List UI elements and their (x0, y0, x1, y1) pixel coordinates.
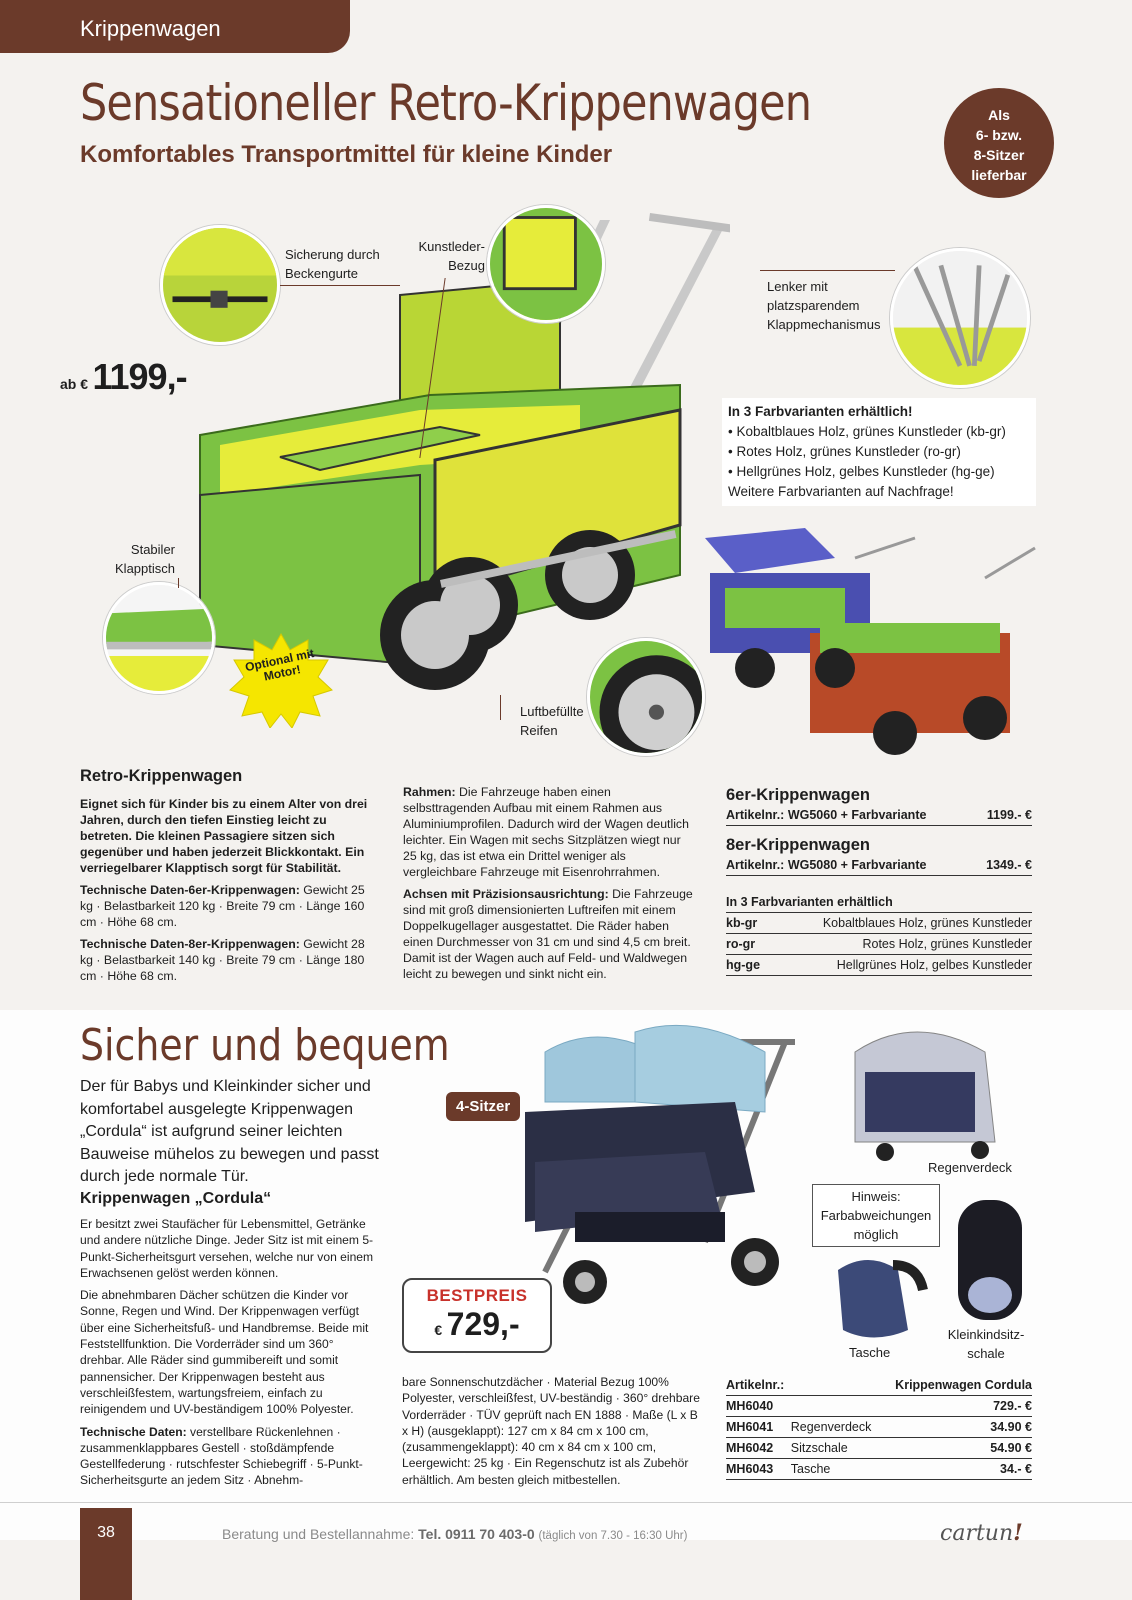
page-number: 38 (80, 1508, 132, 1600)
variant-item: • Kobaltblaues Holz, grünes Kunstleder (kb-gr) (728, 424, 1006, 439)
table-row (726, 892, 1032, 913)
article-number: MH6042 (726, 1438, 791, 1459)
table-row (726, 955, 1032, 976)
table-row (726, 805, 1032, 826)
footer-label: Beratung und Bestellannahme: (222, 1526, 415, 1542)
badge-line: 8-Sitzer (973, 147, 1025, 163)
callout-leader (178, 578, 179, 588)
frame-paragraph (403, 784, 693, 880)
table-detail-image (103, 582, 215, 694)
callout-leader (500, 695, 501, 720)
tech-6er (80, 882, 370, 930)
article-name: Tasche (791, 1459, 880, 1480)
article-price: 34.90 € (880, 1417, 1032, 1438)
order-6er-price: 1199.- € (976, 805, 1032, 826)
logo-text: cartun (940, 1521, 1014, 1546)
article-number: MH6041 (726, 1417, 791, 1438)
table-row (726, 1417, 1032, 1438)
rain-cover-image (835, 1012, 1015, 1162)
retro-intro: Eignet sich für Kinder bis zu einem Alter von drei Jahren, durch den tiefen Einstieg leicht zu betreten. Die kleinen Passagiere sitzen sich gegenüber und haben jederzeit Blickkontakt. Ein verriegelbarer Klapptisch sorgt für Stabilität. (80, 797, 368, 875)
bag-image (828, 1250, 928, 1345)
frame-label: Rahmen: (403, 785, 456, 799)
article-price: 34.- € (880, 1459, 1032, 1480)
frame-text: Die Fahrzeuge haben einen selbsttragenden Aufbau mit einem Rahmen aus Aluminiumprofilen. Dadurch wird der Wagen deutlich leichter. Ein Wagen mit sechs Sitzplätzen wiegt nur 25 kg, das ist etwa ein Drittel weniger als vergleichbare Fahrzeuge mit Eisenrohrrahmen. (403, 785, 689, 879)
color-notice-box: Hinweis: Farbabweichungen möglich (812, 1184, 940, 1247)
order-6er-title: 6er-Krippenwagen (726, 786, 870, 804)
variant-desc: Kobaltblaues Holz, grünes Kunstleder (769, 913, 1032, 934)
table-row (726, 1438, 1032, 1459)
motor-badge: Optional mit Motor! (243, 646, 316, 684)
best-price-box (402, 1278, 552, 1353)
seat-options-badge (944, 88, 1054, 198)
footer-phone[interactable]: Tel. 0911 70 403-0 (418, 1526, 535, 1542)
callout-belt: Sicherung durch Beckengurte (285, 247, 380, 281)
handle-mechanism-image (890, 248, 1030, 388)
price-from (60, 356, 187, 398)
seat-shell-image (950, 1195, 1030, 1325)
cordula-paragraph: Die abnehmbaren Dächer schützen die Kinder vor Sonne, Regen und Wind. Der Krippenwagen verfügt über eine Sicherheitsfuß- und Handbremse. Beide mit Feststellfunktion. Die Vorderräder sind um 360° drehbar. Alle Räder sind gummibereift und somit pannensicher. Der Krippenwagen besteht aus verschleißfestem, wartungsfreiem, einfach zu reinigendem und UV-beständigem 100% Polyester. (80, 1288, 369, 1417)
price-value: 1199,- (92, 356, 187, 397)
article-name: Regenverdeck (791, 1417, 880, 1438)
page-subheadline: Komfortables Transportmittel für kleine Kinder (80, 141, 613, 168)
cordula-lead: Der für Babys und Kleinkinder sicher und komfortabel ausgelegte Krippenwagen „Cordula“ ist aufgrund seiner leichten Bauweise mühelos zu bewegen und passt durch jede normale Tür. (80, 1078, 379, 1185)
table-row (726, 1375, 1032, 1396)
variants-title: In 3 Farbvarianten erhältlich! (728, 404, 913, 419)
cordula-title: Krippenwagen „Cordula“ (80, 1190, 272, 1207)
table-row (726, 1459, 1032, 1480)
variant-desc: Hellgrünes Holz, gelbes Kunstleder (769, 955, 1032, 976)
article-price: 729.- € (880, 1396, 1032, 1417)
tech-label: Technische Daten-8er-Krippenwagen: (80, 937, 300, 951)
badge-line: 6- bzw. (975, 127, 1023, 143)
article-number: MH6043 (726, 1459, 791, 1480)
cordula-paragraph: Er besitzt zwei Staufächer für Lebensmittel, Getränke und andere nützliche Dinge. Jeder Sitz ist mit einem 5-Punkt-Sicherheitsgurt versehen, welche nur von einem Erwachsenen gelöst werden können. (80, 1217, 374, 1280)
four-seater-tag: 4-Sitzer (446, 1092, 520, 1121)
axle-paragraph (403, 886, 693, 982)
badge-line: lieferbar (971, 167, 1027, 183)
callout-table: Stabiler Klapptisch (115, 542, 175, 576)
category-tab: Krippenwagen (0, 0, 350, 53)
accessory-bag-label: Tasche (849, 1345, 891, 1360)
retro-description-column (80, 768, 370, 990)
footer-divider (0, 1502, 1132, 1503)
article-name: Sitzschale (791, 1438, 880, 1459)
variant-item: • Rotes Holz, grünes Kunstleder (ro-gr) (728, 444, 961, 459)
order-8er-title: 8er-Krippenwagen (726, 836, 870, 854)
article-number: MH6040 (726, 1396, 791, 1417)
article-name (791, 1396, 880, 1417)
axle-label: Achsen mit Präzisionsausrichtung: (403, 887, 609, 901)
tire-detail-image (587, 638, 705, 756)
table-row (726, 1396, 1032, 1417)
cordula-description (80, 1216, 380, 1495)
order-6er-art: Artikelnr.: WG5060 + Farbvariante (726, 805, 976, 826)
price-prefix: ab € (60, 376, 89, 392)
footer-hours: (täglich von 7.30 - 16:30 Uhr) (538, 1530, 688, 1542)
tech-text: Gewicht 25 kg · Belastbarkeit 120 kg · Breite 79 cm · Länge 160 cm · Höhe 68 cm. (80, 883, 365, 929)
cordula-tech (80, 1424, 380, 1489)
footer-contact (222, 1526, 687, 1542)
cordula-order-table (726, 1375, 1032, 1480)
cover-detail-image (487, 205, 605, 323)
callout-leader (760, 270, 895, 271)
order-8er-price: 1349.- € (975, 855, 1032, 876)
callout-tires: Luftbefüllte Reifen (520, 704, 584, 738)
table-row (726, 855, 1032, 876)
best-price-currency: € (434, 1322, 443, 1338)
accessory-seat-label: Kleinkindsitz-schale (947, 1327, 1025, 1361)
retro-specs-column (403, 784, 693, 988)
accessory-rain-label: Regenverdeck (928, 1160, 1012, 1175)
retro-title: Retro-Krippenwagen (80, 767, 243, 785)
cordula-stroller-image (505, 1012, 815, 1312)
article-price: 54.90 € (880, 1438, 1032, 1459)
tech-label: Technische Daten: (80, 1424, 187, 1439)
callout-handle: Lenker mit platzsparendem Klappmechanismus (767, 279, 881, 332)
variants-table-title: In 3 Farbvarianten erhältlich (726, 892, 1032, 913)
logo-mark-icon: ! (1013, 1520, 1023, 1546)
callout-cover: Kunstleder-Bezug (418, 239, 485, 273)
table-head: Krippenwagen Cordula (880, 1375, 1032, 1396)
cordula-tech-continued: bare Sonnenschutzdächer · Material Bezug 100% Polyester, verschleißfest, UV-beständig · 360° drehbare Vorderräder · TÜV geprüft nach EN 1888 · Maße (L x B x H) (ausgeklappt): 127 cm x 84 cm x 100 cm, (zusammengeklappt): 40 cm x 84 cm x 100 cm, Leergewicht: 25 kg · Ein Regenschutz ist als Zubehör erhältlich. Am besten gleich mitbestellen. (402, 1375, 700, 1487)
color-variants-image (695, 518, 1065, 763)
order-table-retro (726, 786, 1032, 976)
cartun-logo (940, 1520, 1023, 1546)
variant-code: ro-gr (726, 934, 769, 955)
variant-item: • Hellgrünes Holz, gelbes Kunstleder (hg-ge) (728, 464, 995, 479)
tech-text: verstellbare Rückenlehnen · zusammenklappbares Gestell · stoßdämpfende Gestellfederung · rutschfester Schiebegriff · 5-Punkt-Sicherheitsgurte an jedem Sitz · Abnehm- (80, 1424, 363, 1488)
order-8er-art: Artikelnr.: WG5080 + Farbvariante (726, 855, 975, 876)
badge-line: Als (988, 107, 1010, 123)
table-head: Artikelnr.: (726, 1375, 791, 1396)
page-headline: Sensationeller Retro-Krippenwagen (80, 74, 812, 132)
tech-8er (80, 936, 370, 984)
best-price-amount (404, 1306, 550, 1343)
table-row (726, 913, 1032, 934)
variant-code: hg-ge (726, 955, 769, 976)
best-price-value: 729,- (446, 1306, 520, 1342)
tech-text: Gewicht 28 kg · Belastbarkeit 140 kg · Breite 79 cm · Länge 180 cm · Höhe 68 cm. (80, 937, 365, 983)
tech-label: Technische Daten-6er-Krippenwagen: (80, 883, 300, 897)
table-row (726, 934, 1032, 955)
variant-desc: Rotes Holz, grünes Kunstleder (769, 934, 1032, 955)
belt-detail-image (160, 225, 280, 345)
best-price-label: BESTPREIS (426, 1286, 528, 1305)
variant-code: kb-gr (726, 913, 769, 934)
axle-text: Die Fahrzeuge sind mit groß dimensionierten Luftreifen mit einem Doppelkugellager ausgestattet. Die Räder haben einen Durchmesser von 31 cm und sind 4,5 cm breit. Damit ist der Wagen auch auf Feld- und Waldwegen leicht zu bewegen und sinkt nicht ein. (403, 887, 693, 981)
callout-leader (280, 285, 400, 286)
variants-footer: Weitere Farbvarianten auf Nachfrage! (728, 484, 954, 499)
color-variants-box (722, 398, 1036, 506)
cordula-headline: Sicher und bequem (80, 1020, 450, 1071)
